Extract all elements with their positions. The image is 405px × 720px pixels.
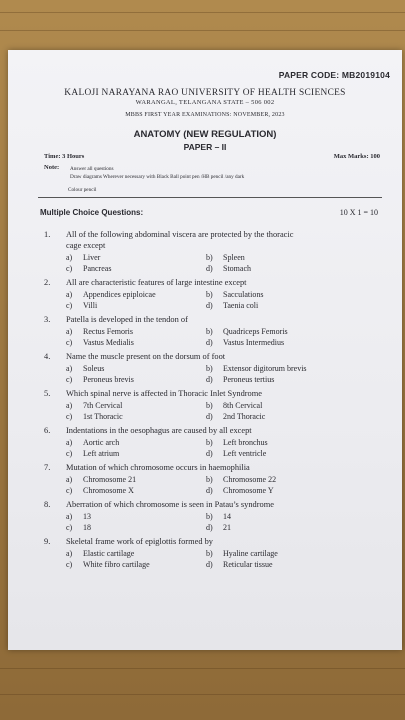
option-label: a) — [66, 364, 73, 373]
question-number: 3. — [44, 315, 51, 324]
option-label: b) — [206, 327, 213, 336]
question-number: 4. — [44, 352, 51, 361]
option-label: d) — [206, 412, 213, 421]
option-label: b) — [206, 253, 213, 262]
header-divider — [38, 197, 382, 198]
option-label: b) — [206, 364, 213, 373]
question-number: 7. — [44, 463, 51, 472]
option-text: Stomach — [223, 264, 251, 273]
question-text: Indentations in the oesophagus are caused by all except — [66, 426, 252, 435]
wood-grain — [0, 694, 405, 695]
option-text: Pancreas — [83, 264, 112, 273]
option-label: a) — [66, 475, 73, 484]
exam-title: MBBS FIRST YEAR EXAMINATIONS: NOVEMBER, 2023 — [125, 112, 285, 118]
option-text: Spleen — [223, 253, 245, 262]
option-label: c) — [66, 375, 73, 384]
max-marks: Max Marks: 100 — [333, 153, 380, 160]
option-label: d) — [206, 338, 213, 347]
option-label: c) — [66, 560, 73, 569]
option-text: 14 — [223, 512, 231, 521]
option-label: d) — [206, 523, 213, 532]
option-text: Elastic cartilage — [83, 549, 135, 558]
option-label: b) — [206, 290, 213, 299]
option-text: White fibro cartilage — [83, 560, 150, 569]
option-label: a) — [66, 253, 73, 262]
option-text: Left ventricle — [223, 449, 267, 458]
note-line: Answer all questions — [70, 166, 114, 172]
option-text: Left atrium — [83, 449, 120, 458]
option-text: Left bronchus — [223, 438, 268, 447]
option-label: c) — [66, 412, 73, 421]
option-text: Appendices epiploicae — [83, 290, 156, 299]
option-label: a) — [66, 401, 73, 410]
option-label: d) — [206, 486, 213, 495]
option-text: 2nd Thoracic — [223, 412, 266, 421]
option-label: d) — [206, 375, 213, 384]
note-line: Draw diagrams Wherever necessary with Black Ball point pen /HB pencil /any dark — [70, 174, 245, 180]
question-text: Mutation of which chromosome occurs in haemophilia — [66, 463, 250, 472]
option-label: a) — [66, 290, 73, 299]
option-label: d) — [206, 449, 213, 458]
option-label: b) — [206, 549, 213, 558]
note-line: Colour pencil — [68, 187, 97, 193]
paper-code: PAPER CODE: MB2019104 — [278, 70, 390, 80]
question-text: cage except — [66, 241, 106, 250]
wood-grain — [0, 668, 405, 669]
question-text: Which spinal nerve is affected in Thoracic Inlet Syndrome — [66, 389, 262, 398]
question-number: 2. — [44, 278, 51, 287]
wood-grain — [0, 12, 405, 13]
note-label: Note: — [44, 164, 60, 171]
option-label: a) — [66, 549, 73, 558]
university-name: KALOJI NARAYANA RAO UNIVERSITY OF HEALTH SCIENCES — [64, 88, 346, 98]
option-label: b) — [206, 401, 213, 410]
option-text: Reticular tissue — [223, 560, 273, 569]
section-marks: 10 X 1 = 10 — [339, 208, 378, 217]
question-number: 9. — [44, 537, 51, 546]
option-text: 21 — [223, 523, 231, 532]
option-text: Liver — [83, 253, 101, 262]
option-text: Hyaline cartilage — [223, 549, 278, 558]
option-text: Sacculations — [223, 290, 264, 299]
option-label: c) — [66, 338, 73, 347]
university-address: WARANGAL, TELANGANA STATE – 506 002 — [135, 99, 275, 106]
option-label: c) — [66, 301, 73, 310]
option-text: Vastus Intermedius — [223, 338, 285, 347]
option-label: c) — [66, 264, 73, 273]
option-label: c) — [66, 523, 73, 532]
question-text: Patella is developed in the tendon of — [66, 315, 188, 324]
option-text: Chromosome X — [83, 486, 134, 495]
option-text: Quadriceps Femoris — [223, 327, 288, 336]
question-number: 6. — [44, 426, 51, 435]
option-text: 13 — [83, 512, 91, 521]
question-paper — [8, 50, 402, 650]
option-text: Villi — [83, 301, 98, 310]
option-text: Soleus — [83, 364, 105, 373]
wood-grain — [0, 30, 405, 31]
option-text: 8th Cervical — [223, 401, 263, 410]
option-label: a) — [66, 327, 73, 336]
option-text: Peroneus brevis — [83, 375, 134, 384]
option-text: Chromosome 22 — [223, 475, 277, 484]
subject-title: ANATOMY (NEW REGULATION) — [133, 129, 277, 140]
option-label: b) — [206, 475, 213, 484]
option-text: Peroneus tertius — [223, 375, 275, 384]
question-text: Name the muscle present on the dorsum of foot — [66, 352, 226, 361]
question-text: All of the following abdominal viscera are protected by the thoracic — [66, 230, 294, 239]
option-label: d) — [206, 264, 213, 273]
option-text: Extensor digitorum brevis — [223, 364, 307, 373]
question-number: 1. — [44, 230, 51, 239]
question-number: 5. — [44, 389, 51, 398]
option-label: a) — [66, 512, 73, 521]
option-label: c) — [66, 449, 73, 458]
option-text: Aortic arch — [83, 438, 120, 447]
exam-duration: Time: 3 Hours — [44, 153, 85, 160]
option-text: 7th Cervical — [83, 401, 123, 410]
paper-number: PAPER – II — [183, 142, 227, 152]
option-text: Chromosome Y — [223, 486, 274, 495]
question-number: 8. — [44, 500, 51, 509]
option-text: Rectus Femoris — [83, 327, 133, 336]
option-label: b) — [206, 438, 213, 447]
option-text: Chromosome 21 — [83, 475, 137, 484]
option-text: Taenia coli — [223, 301, 259, 310]
option-label: a) — [66, 438, 73, 447]
option-text: 1st Thoracic — [83, 412, 123, 421]
option-text: Vastus Medialis — [83, 338, 134, 347]
section-title: Multiple Choice Questions: — [40, 208, 144, 217]
option-label: d) — [206, 301, 213, 310]
question-text: All are characteristic features of large intestine except — [66, 278, 247, 287]
option-label: c) — [66, 486, 73, 495]
option-label: d) — [206, 560, 213, 569]
option-label: b) — [206, 512, 213, 521]
question-text: Skeletal frame work of epiglottis formed by — [66, 537, 213, 546]
option-text: 18 — [83, 523, 91, 532]
question-text: Aberration of which chromosome is seen in Patau’s syndrome — [66, 500, 274, 509]
